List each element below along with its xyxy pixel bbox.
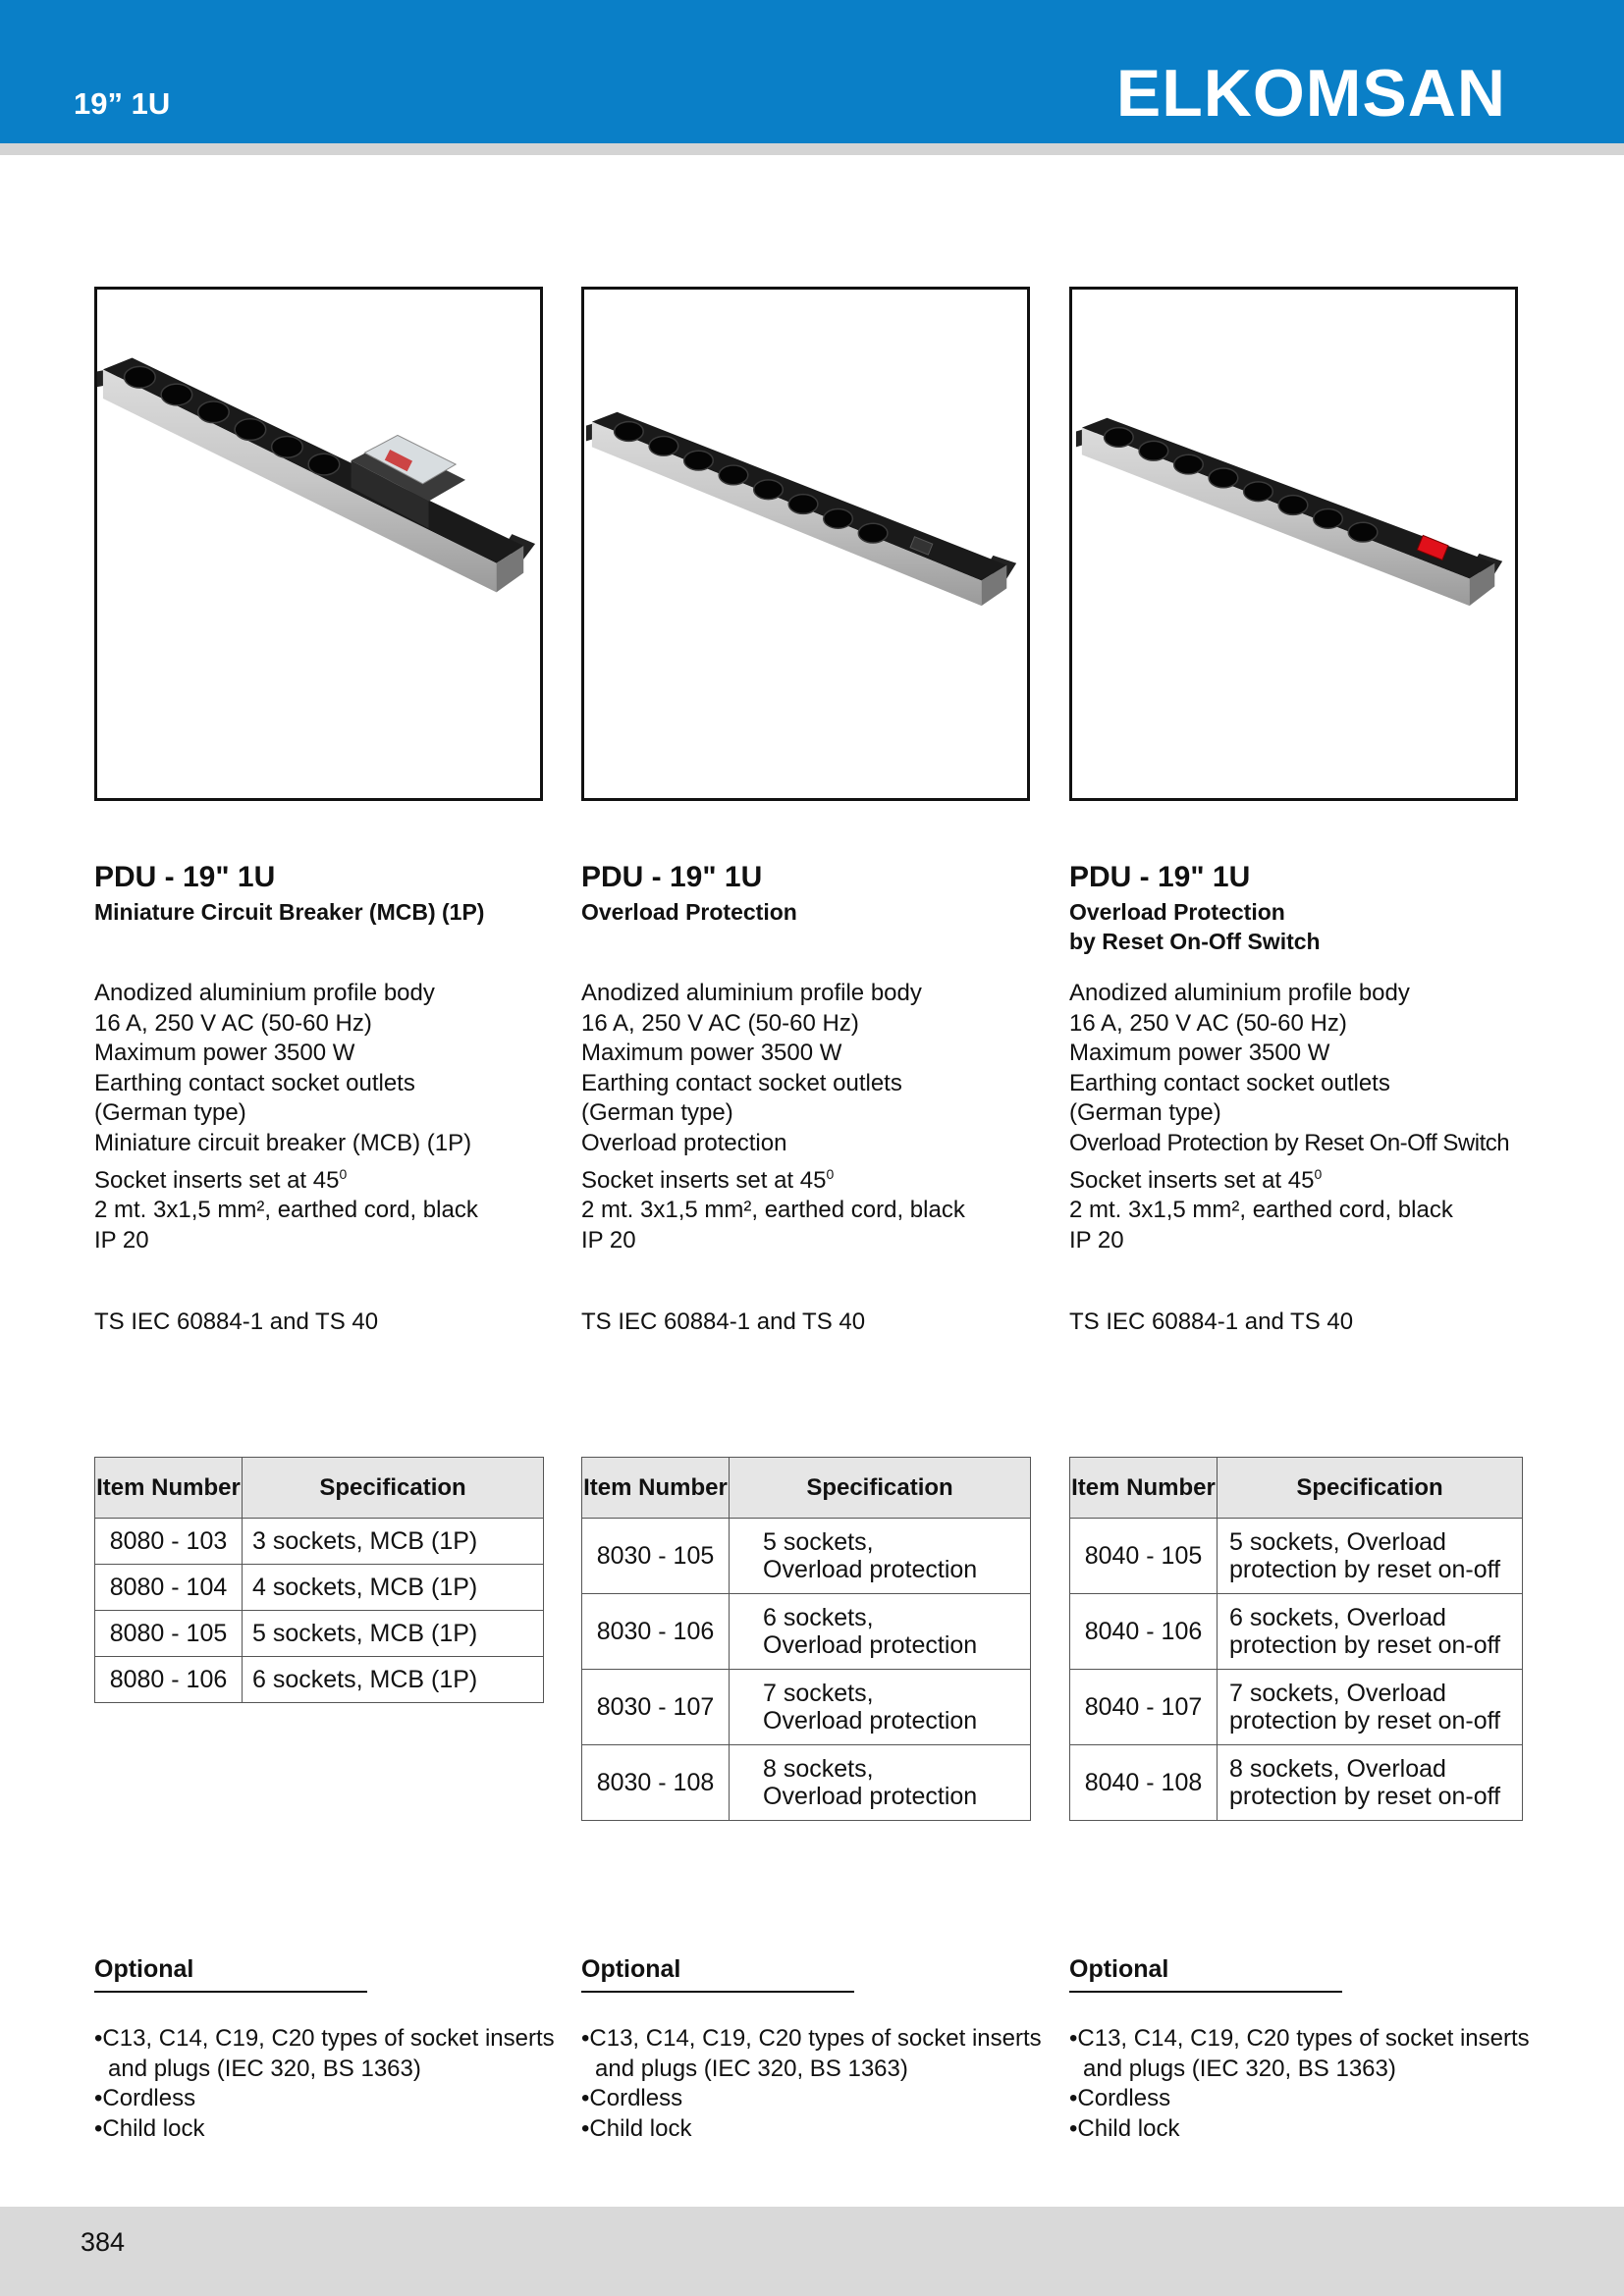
item-number: 8030 - 106 bbox=[582, 1594, 730, 1670]
spec-text: Socket inserts set at 45 bbox=[581, 1166, 827, 1194]
optional-item: • C13, C14, C19, C20 types of socket inserts and plugs (IEC 320, BS 1363) bbox=[94, 2024, 566, 2084]
product-column-mcb bbox=[94, 0, 556, 2258]
spec-line: Overload protection bbox=[763, 1783, 978, 1810]
table-row bbox=[582, 1519, 1031, 1594]
spec-line: protection by reset on-off bbox=[1229, 1783, 1501, 1810]
spec-line: protection by reset on-off bbox=[1229, 1556, 1501, 1583]
spec-item: 2 mt. 3x1,5 mm², earthed cord, black bbox=[1069, 1197, 1453, 1224]
item-number: 8040 - 107 bbox=[1070, 1670, 1218, 1745]
product-photo-frame bbox=[94, 287, 543, 801]
standard-reference: TS IEC 60884-1 and TS 40 bbox=[581, 1308, 866, 1335]
spec-item bbox=[581, 1159, 1053, 1197]
item-table bbox=[581, 1457, 1031, 1821]
product-subtitle bbox=[581, 897, 1053, 927]
item-table bbox=[1069, 1457, 1523, 1821]
product-subtitle bbox=[1069, 897, 1541, 956]
table-row bbox=[95, 1611, 544, 1657]
item-number: 8030 - 108 bbox=[582, 1745, 730, 1821]
pdu-reset-switch-image bbox=[1072, 290, 1515, 798]
product-column-reset-switch bbox=[1069, 0, 1531, 2258]
table-row bbox=[1070, 1745, 1523, 1821]
optional-list bbox=[94, 2024, 566, 2144]
item-spec bbox=[730, 1519, 1031, 1594]
spec-line: 6 sockets, Overload bbox=[1229, 1604, 1446, 1631]
item-number: 8080 - 106 bbox=[95, 1657, 243, 1703]
product-title: PDU - 19" 1U bbox=[94, 861, 276, 893]
spec-line: 5 sockets, Overload bbox=[1229, 1528, 1446, 1556]
item-number: 8030 - 105 bbox=[582, 1519, 730, 1594]
section-label: 19” 1U bbox=[74, 86, 171, 121]
spec-item: Anodized aluminium profile body bbox=[1069, 980, 1410, 1006]
subtitle-line: Miniature Circuit Breaker (MCB) (1P) bbox=[94, 899, 485, 925]
item-spec bbox=[1218, 1519, 1523, 1594]
spec-item: Overload protection bbox=[581, 1129, 787, 1156]
spec-item bbox=[94, 1159, 566, 1197]
optional-item: • Cordless bbox=[581, 2084, 1053, 2114]
spec-item: 2 mt. 3x1,5 mm², earthed cord, black bbox=[94, 1197, 478, 1224]
header-specification: Specification bbox=[243, 1458, 544, 1519]
spec-item: Maximum power 3500 W bbox=[581, 1040, 842, 1067]
degree-mark: 0 bbox=[1314, 1165, 1323, 1182]
table-row bbox=[582, 1594, 1031, 1670]
product-photo-frame bbox=[1069, 287, 1518, 801]
optional-list bbox=[581, 2024, 1053, 2144]
table-row bbox=[95, 1519, 544, 1565]
spec-item: Miniature circuit breaker (MCB) (1P) bbox=[94, 1129, 472, 1156]
table-row bbox=[1070, 1519, 1523, 1594]
standard-reference: TS IEC 60884-1 and TS 40 bbox=[94, 1308, 379, 1335]
optional-item: • Child lock bbox=[94, 2114, 566, 2145]
item-spec bbox=[730, 1594, 1031, 1670]
optional-item: • Child lock bbox=[1069, 2114, 1541, 2145]
footer-bar bbox=[0, 2207, 1624, 2296]
spec-line: protection by reset on-off bbox=[1229, 1707, 1501, 1735]
pdu-with-mcb-image bbox=[97, 290, 540, 798]
spec-item: 16 A, 250 V AC (50-60 Hz) bbox=[581, 1009, 859, 1037]
spec-item: (German type) bbox=[1069, 1099, 1221, 1127]
spec-line: protection by reset on-off bbox=[1229, 1631, 1501, 1659]
item-spec: 5 sockets, MCB (1P) bbox=[243, 1611, 544, 1657]
spec-item: Maximum power 3500 W bbox=[94, 1040, 355, 1067]
spec-item: Overload Protection by Reset On-Off Switch bbox=[1069, 1129, 1510, 1156]
spec-line: 7 sockets, Overload bbox=[1229, 1680, 1446, 1707]
item-spec bbox=[1218, 1670, 1523, 1745]
brand-name: ELKOMSAN bbox=[1115, 56, 1506, 131]
spec-line: 8 sockets, bbox=[763, 1755, 874, 1783]
item-spec bbox=[1218, 1745, 1523, 1821]
degree-mark: 0 bbox=[339, 1165, 348, 1182]
item-table bbox=[94, 1457, 544, 1703]
item-number: 8080 - 104 bbox=[95, 1565, 243, 1611]
optional-heading: Optional bbox=[1069, 1955, 1169, 1983]
spec-line: Overload protection bbox=[763, 1631, 978, 1659]
spec-list bbox=[1069, 979, 1541, 1255]
subtitle-line: by Reset On-Off Switch bbox=[1069, 929, 1321, 954]
optional-heading: Optional bbox=[581, 1955, 681, 1983]
page-number: 384 bbox=[81, 2227, 126, 2257]
spec-item: IP 20 bbox=[94, 1226, 149, 1254]
spec-text: Socket inserts set at 45 bbox=[94, 1166, 340, 1194]
spec-list bbox=[94, 979, 566, 1255]
spec-item: Earthing contact socket outlets bbox=[581, 1069, 902, 1096]
spec-text: Socket inserts set at 45 bbox=[1069, 1166, 1315, 1194]
table-row bbox=[1070, 1594, 1523, 1670]
optional-item: • C13, C14, C19, C20 types of socket inserts and plugs (IEC 320, BS 1363) bbox=[581, 2024, 1053, 2084]
spec-item: Anodized aluminium profile body bbox=[94, 980, 435, 1006]
item-spec bbox=[730, 1745, 1031, 1821]
product-photo-frame bbox=[581, 287, 1030, 801]
optional-heading: Optional bbox=[94, 1955, 194, 1983]
spec-line: 5 sockets, bbox=[763, 1528, 874, 1556]
item-spec: 6 sockets, MCB (1P) bbox=[243, 1657, 544, 1703]
spec-line: 8 sockets, Overload bbox=[1229, 1755, 1446, 1783]
spec-line: 6 sockets, bbox=[763, 1604, 874, 1631]
spec-line: 7 sockets, bbox=[763, 1680, 874, 1707]
spec-item: Anodized aluminium profile body bbox=[581, 980, 922, 1006]
standard-reference: TS IEC 60884-1 and TS 40 bbox=[1069, 1308, 1354, 1335]
spec-item: Earthing contact socket outlets bbox=[94, 1069, 415, 1096]
header-item-number: Item Number bbox=[1070, 1458, 1218, 1519]
spec-item: 2 mt. 3x1,5 mm², earthed cord, black bbox=[581, 1197, 965, 1224]
spec-item: Earthing contact socket outlets bbox=[1069, 1069, 1390, 1096]
table-row bbox=[582, 1670, 1031, 1745]
spec-item: IP 20 bbox=[1069, 1226, 1124, 1254]
header-item-number: Item Number bbox=[582, 1458, 730, 1519]
spec-item: (German type) bbox=[94, 1099, 246, 1127]
item-number: 8080 - 105 bbox=[95, 1611, 243, 1657]
item-number: 8030 - 107 bbox=[582, 1670, 730, 1745]
item-spec bbox=[1218, 1594, 1523, 1670]
degree-mark: 0 bbox=[826, 1165, 835, 1182]
spec-item: 16 A, 250 V AC (50-60 Hz) bbox=[94, 1009, 372, 1037]
spec-line: Overload protection bbox=[763, 1556, 978, 1583]
spec-item: (German type) bbox=[581, 1099, 733, 1127]
table-row bbox=[95, 1565, 544, 1611]
pdu-overload-protection-image bbox=[584, 290, 1027, 798]
item-number: 8080 - 103 bbox=[95, 1519, 243, 1565]
spec-item bbox=[1069, 1159, 1541, 1197]
product-title: PDU - 19" 1U bbox=[1069, 861, 1251, 893]
item-number: 8040 - 108 bbox=[1070, 1745, 1218, 1821]
subtitle-line: Overload Protection bbox=[581, 899, 797, 925]
item-number: 8040 - 105 bbox=[1070, 1519, 1218, 1594]
product-title: PDU - 19" 1U bbox=[581, 861, 763, 893]
header-specification: Specification bbox=[1218, 1458, 1523, 1519]
optional-item: • Child lock bbox=[581, 2114, 1053, 2145]
header-item-number: Item Number bbox=[95, 1458, 243, 1519]
spec-item: 16 A, 250 V AC (50-60 Hz) bbox=[1069, 1009, 1347, 1037]
spec-list bbox=[581, 979, 1053, 1255]
item-spec: 3 sockets, MCB (1P) bbox=[243, 1519, 544, 1565]
optional-divider bbox=[581, 1991, 854, 1993]
optional-list bbox=[1069, 2024, 1541, 2144]
item-number: 8040 - 106 bbox=[1070, 1594, 1218, 1670]
table-row bbox=[1070, 1670, 1523, 1745]
spec-item: IP 20 bbox=[581, 1226, 636, 1254]
product-subtitle bbox=[94, 897, 566, 927]
spec-line: Overload protection bbox=[763, 1707, 978, 1735]
subtitle-line: Overload Protection bbox=[1069, 899, 1285, 925]
item-spec: 4 sockets, MCB (1P) bbox=[243, 1565, 544, 1611]
optional-divider bbox=[94, 1991, 367, 1993]
header-specification: Specification bbox=[730, 1458, 1031, 1519]
spec-item: Maximum power 3500 W bbox=[1069, 1040, 1330, 1067]
product-column-overload bbox=[581, 0, 1043, 2258]
optional-item: • Cordless bbox=[1069, 2084, 1541, 2114]
item-spec bbox=[730, 1670, 1031, 1745]
table-row bbox=[582, 1745, 1031, 1821]
optional-divider bbox=[1069, 1991, 1342, 1993]
table-row bbox=[95, 1657, 544, 1703]
optional-item: • Cordless bbox=[94, 2084, 566, 2114]
optional-item: • C13, C14, C19, C20 types of socket inserts and plugs (IEC 320, BS 1363) bbox=[1069, 2024, 1541, 2084]
